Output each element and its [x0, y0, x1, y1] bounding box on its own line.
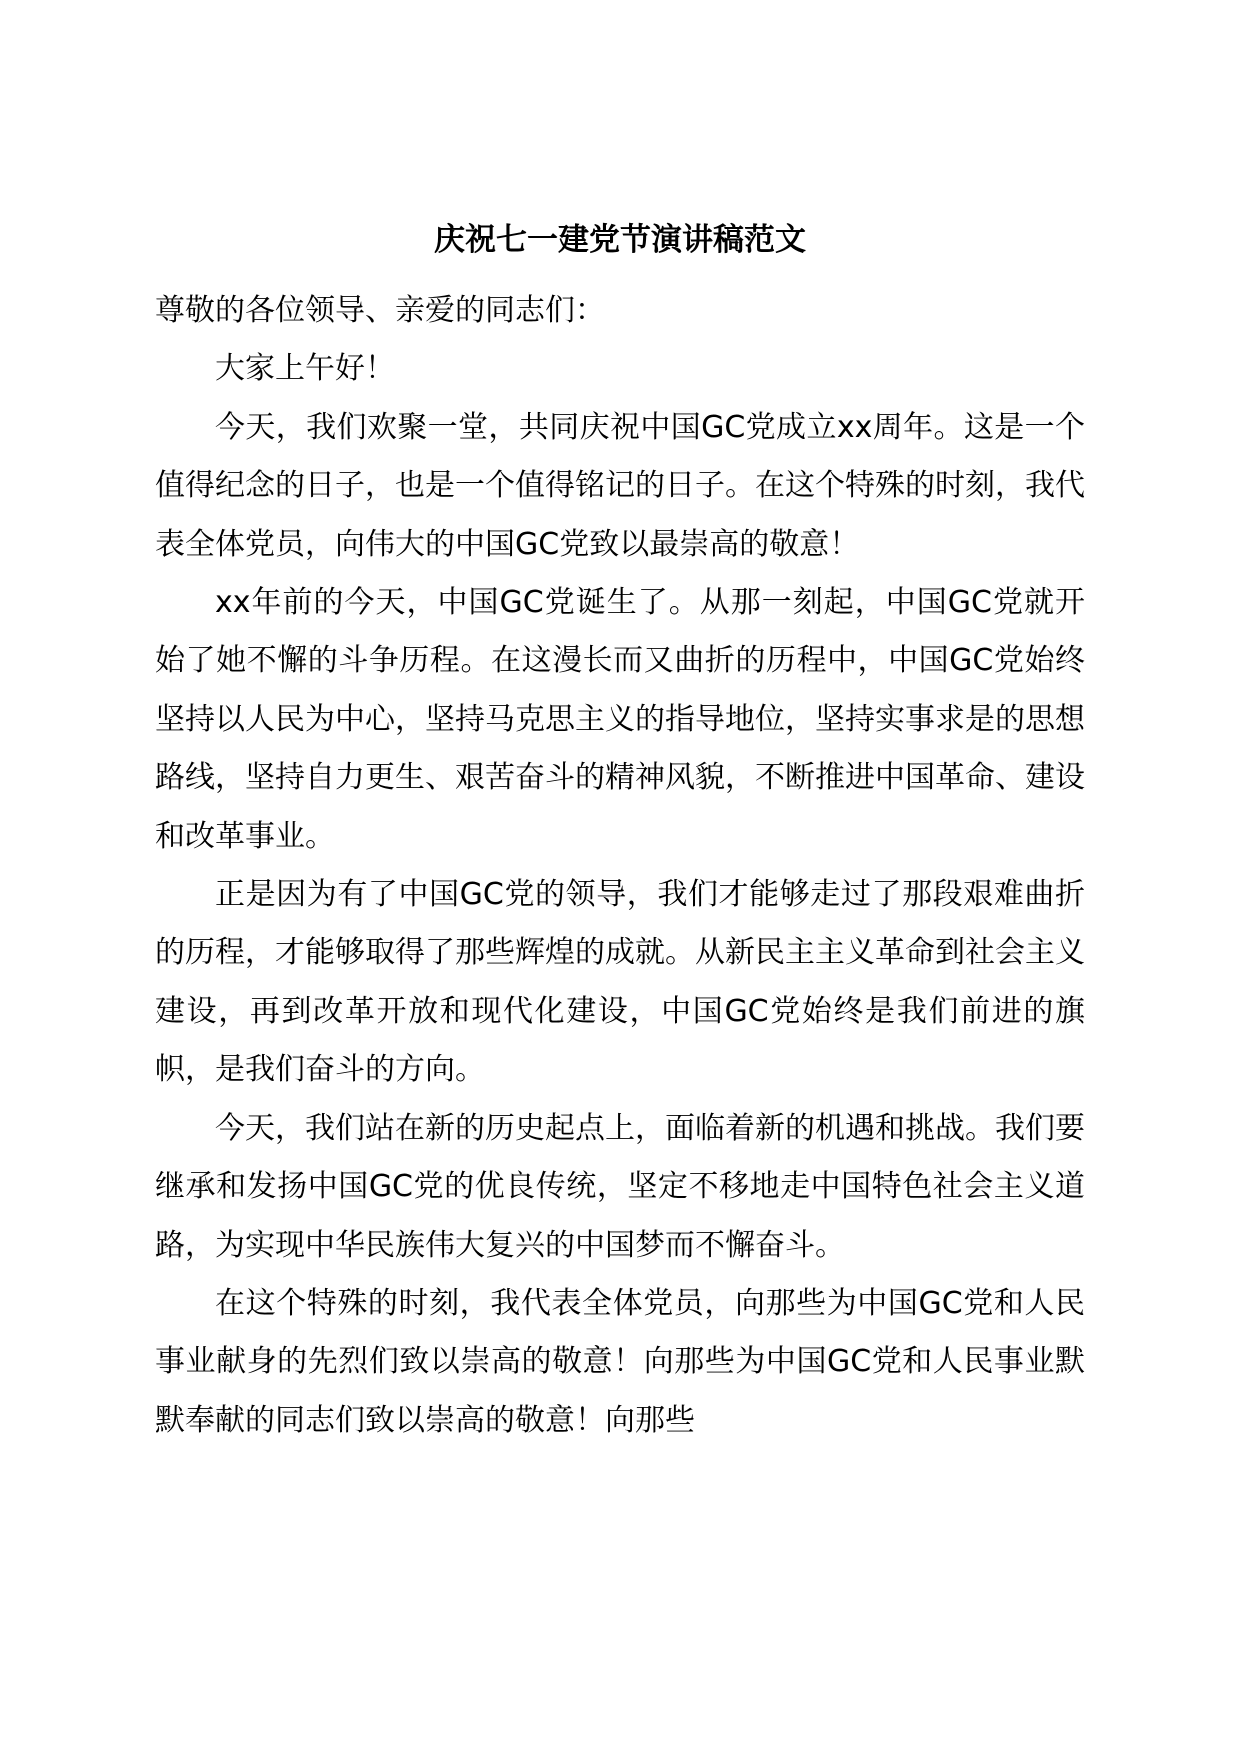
paragraph-leadership: 正是因为有了中国GC党的领导，我们才能够走过了那段艰难曲折的历程，才能够取得了那些辉煌的成就。从新民主主义革命到社会主义建设，再到改革开放和现代化建设，中国GC党始终是我们前进的旗帜，是我们奋斗的方向。 [155, 877, 1085, 1088]
salutation: 尊敬的各位领导、亲爱的同志们： [155, 293, 605, 328]
paragraph-tribute: 在这个特殊的时刻，我代表全体党员，向那些为中国GC党和人民事业献身的先烈们致以崇高的敬意！向那些为中国GC党和人民事业默默奉献的同志们致以崇高的敬意！向那些 [155, 1285, 1085, 1438]
paragraph-new-era: 今天，我们站在新的历史起点上，面临着新的机遇和挑战。我们要继承和发扬中国GC党的优良传统，坚定不移地走中国特色社会主义道路，为实现中华民族伟大复兴的中国梦而不懈奋斗。 [155, 1110, 1085, 1263]
document-title: 庆祝七一建党节演讲稿范文 [434, 222, 806, 258]
paragraph-celebration: 今天，我们欢聚一堂，共同庆祝中国GC党成立xx周年。这是一个值得纪念的日子，也是一个值得铭记的日子。在这个特殊的时刻，我代表全体党员，向伟大的中国GC党致以最崇高的敬意！ [155, 409, 1085, 562]
document-body [155, 282, 1085, 1450]
paragraph-history: xx年前的今天，中国GC党诞生了。从那一刻起，中国GC党就开始了她不懈的斗争历程。在这漫长而又曲折的历程中，中国GC党始终坚持以人民为中心，坚持马克思主义的指导地位，坚持实事求是的思想路线，坚持自力更生、艰苦奋斗的精神风貌，不断推进中国革命、建设和改革事业。 [155, 585, 1085, 854]
paragraph-greeting: 大家上午好！ [215, 351, 395, 387]
